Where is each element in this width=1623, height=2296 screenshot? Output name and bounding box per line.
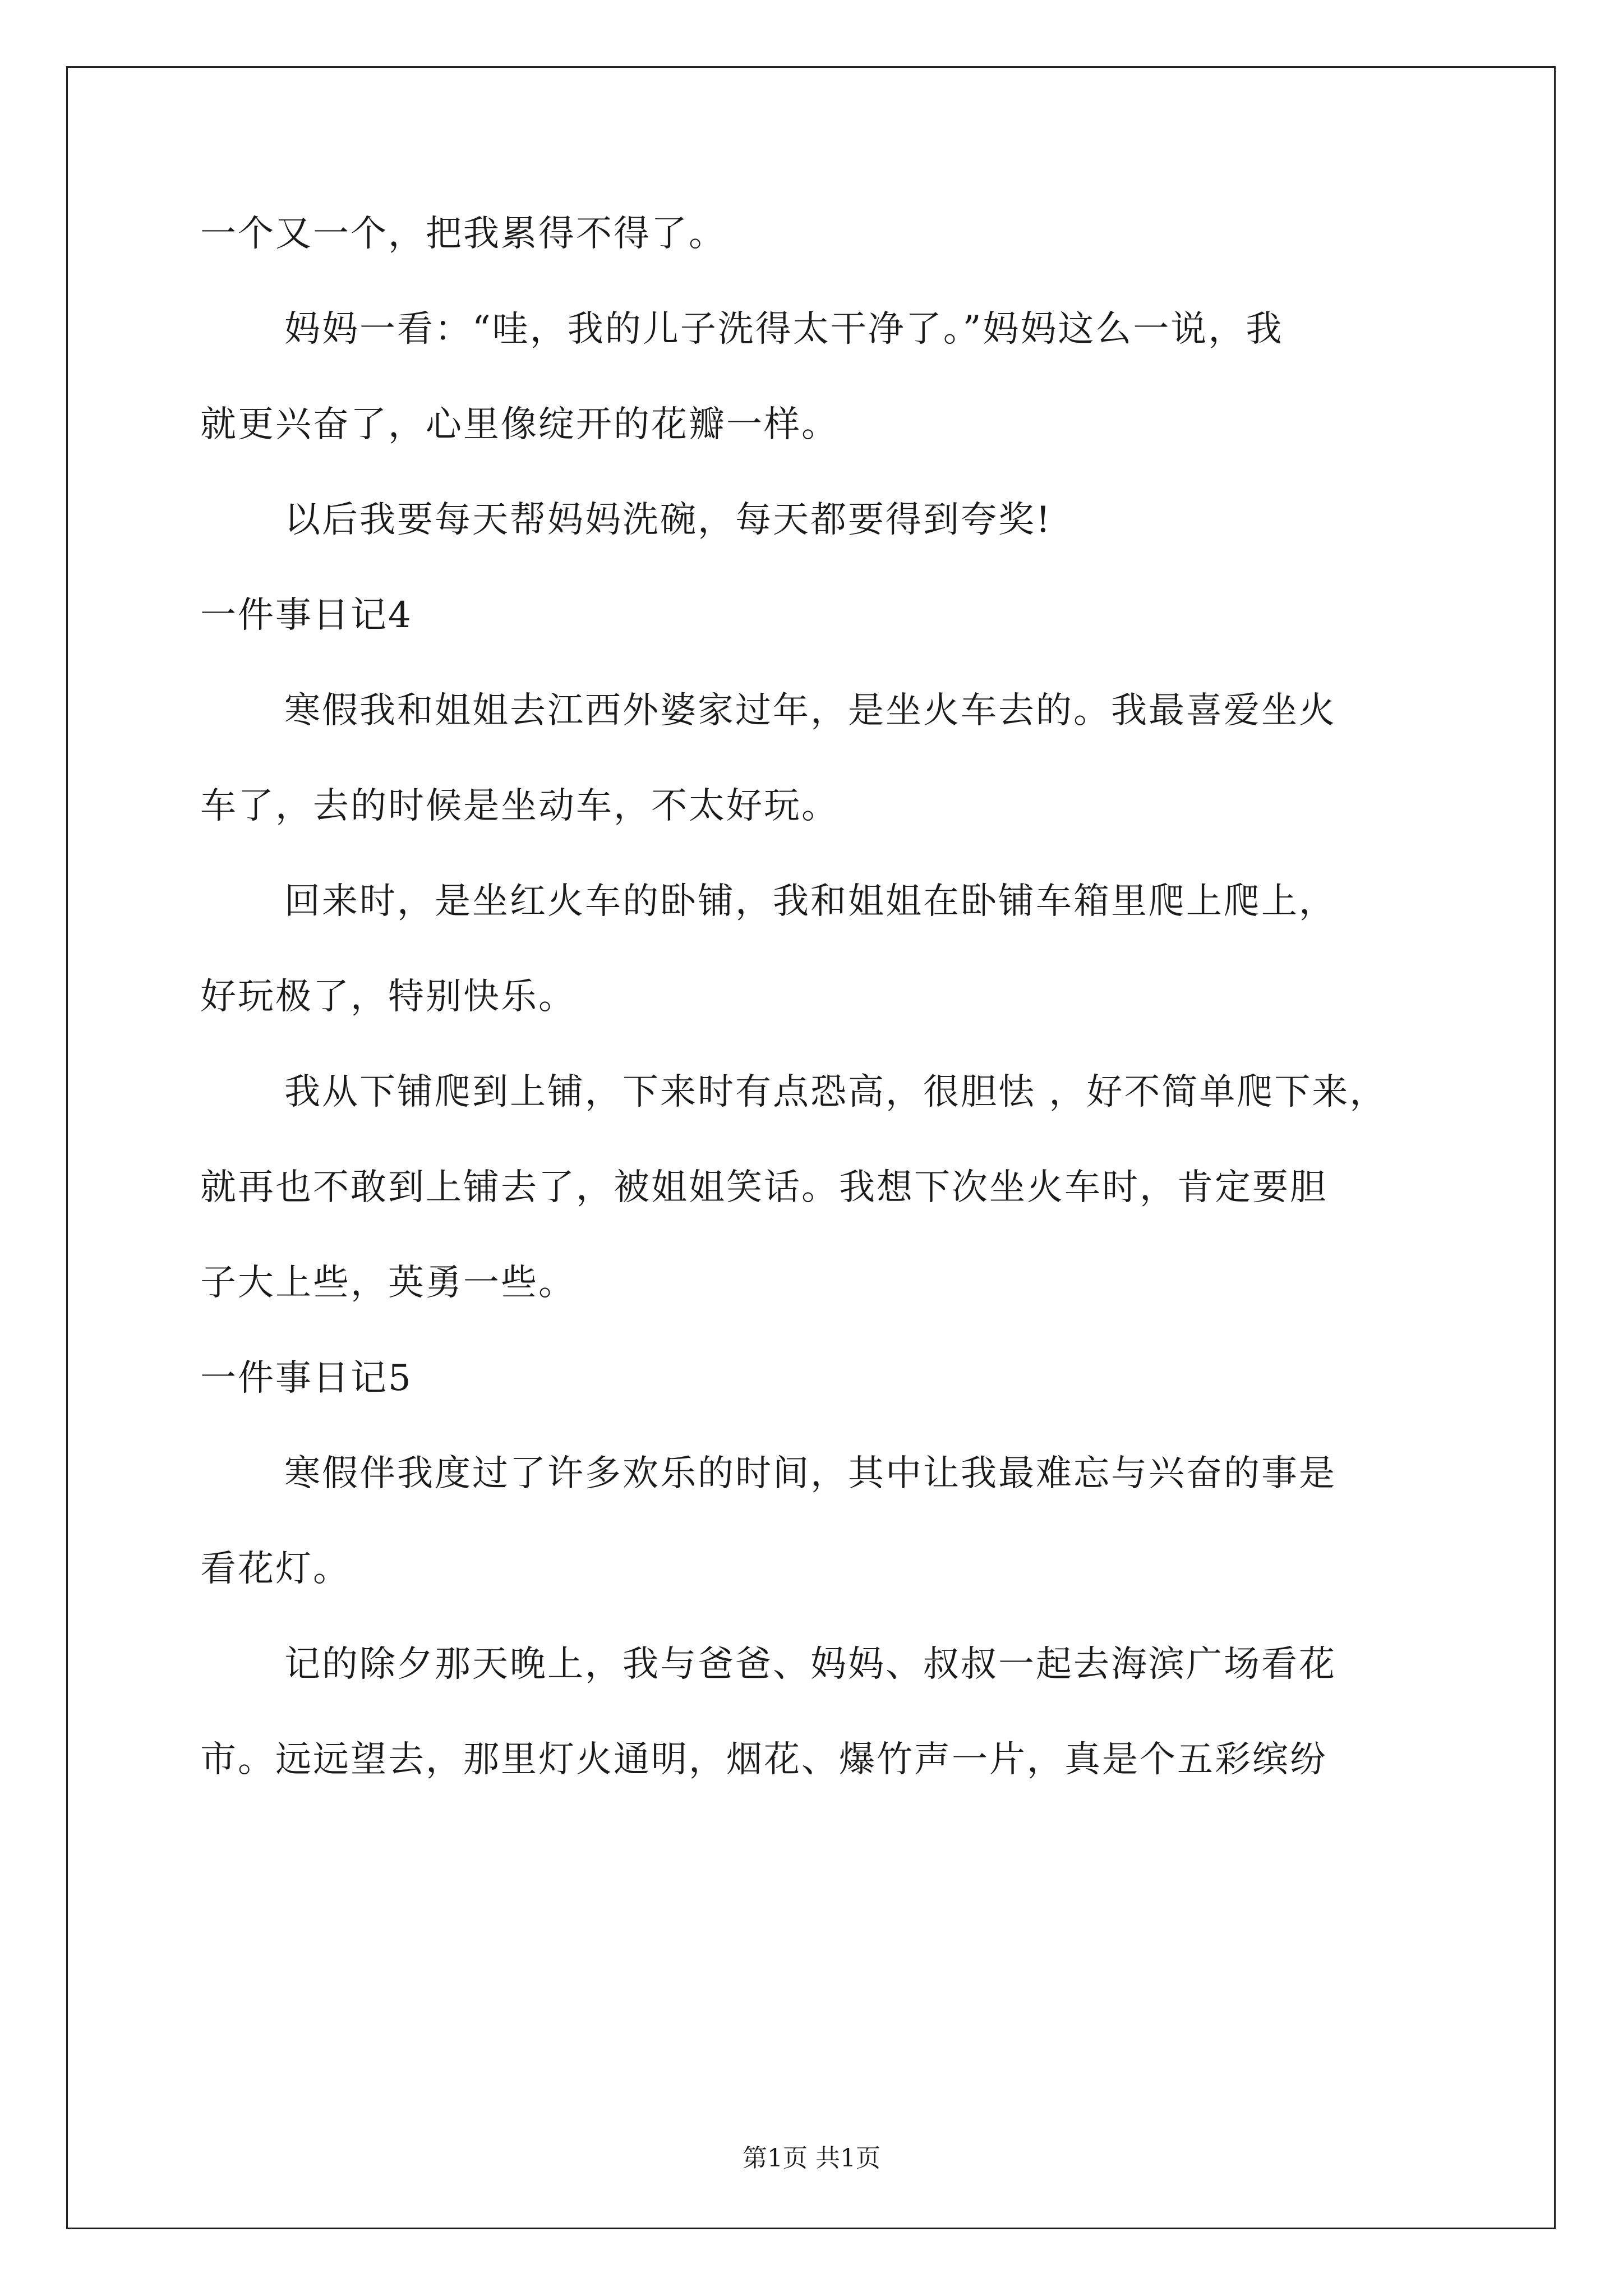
text-line: 以后我要每天帮妈妈洗碗，每天都要得到夸奖! [284, 499, 1052, 541]
text-line: 市。远远望去，那里灯火通明，烟花、爆竹声一片，真是个五彩缤纷 [200, 1739, 1327, 1780]
text-line: 好玩极了，特别快乐。 [200, 976, 576, 1018]
section-heading: 一件事日记4 [200, 595, 413, 636]
page-footer: 第1页 共1页 [743, 2144, 880, 2173]
text-line: 寒假伴我度过了许多欢乐的时间，其中让我最难忘与兴奋的事是 [284, 1453, 1336, 1494]
page-border [66, 66, 1556, 2229]
text-line: 子大上些，英勇一些。 [200, 1262, 576, 1304]
text-line: 看花灯。 [200, 1548, 351, 1590]
text-line: 就更兴奋了，心里像绽开的花瓣一样。 [200, 404, 839, 445]
text-line: 回来时，是坐红火车的卧铺，我和姐姐在卧铺车箱里爬上爬上， [284, 881, 1336, 922]
text-line: 就再也不敢到上铺去了，被姐姐笑话。我想下次坐火车时，肯定要胆 [200, 1167, 1327, 1208]
section-heading: 一件事日记5 [200, 1358, 413, 1399]
text-line: 我从下铺爬到上铺，下来时有点恐高，很胆怯 ，好不简单爬下来， [284, 1071, 1387, 1113]
text-line: 寒假我和姐姐去江西外婆家过年，是坐火车去的。我最喜爱坐火 [284, 690, 1336, 731]
text-line: 妈妈一看：“哇，我的儿子洗得太干净了。”妈妈这么一说，我 [284, 309, 1284, 350]
text-line: 一个又一个，把我累得不得了。 [200, 213, 726, 255]
text-line: 车了，去的时候是坐动车，不太好玩。 [200, 785, 839, 827]
text-line: 记的除夕那天晚上，我与爸爸、妈妈、叔叔一起去海滨广场看花 [284, 1644, 1336, 1685]
